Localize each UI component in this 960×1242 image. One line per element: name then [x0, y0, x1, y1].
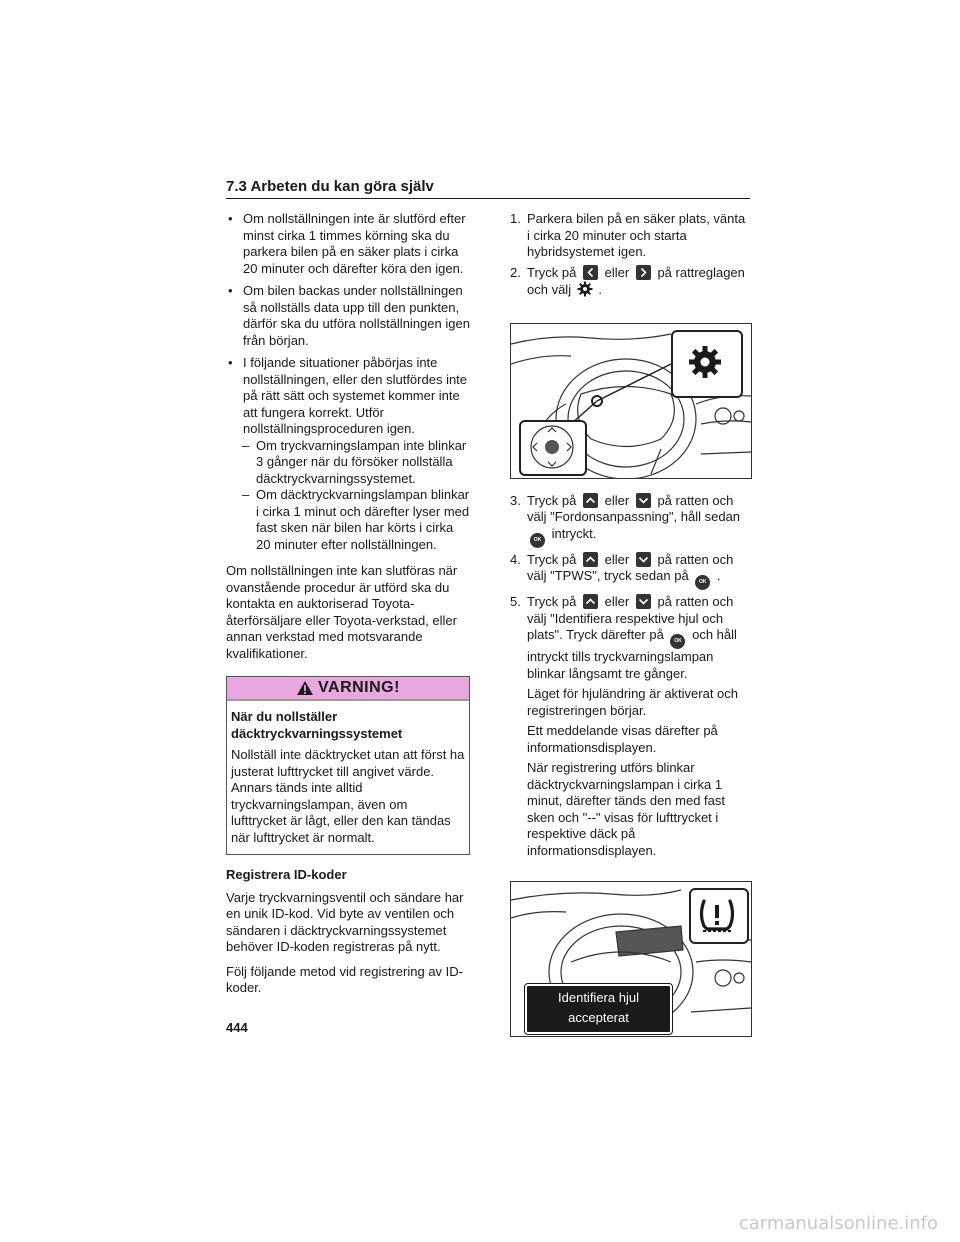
bullet-item: • Om nollställningen inte är slutförd efter minst cirka 1 timmes körning ska du parkera bilen på en säker plats i cirka 20 minuter och därefter köra den igen.: [226, 211, 470, 277]
step-text: eller: [604, 264, 630, 280]
step-number: 3.: [510, 492, 521, 508]
info-display-message: [525, 984, 672, 1034]
warning-title: [227, 677, 469, 701]
step-text: på ratten och välj "Identifiera respektive hjul och plats". Tryck därefter på: [527, 594, 734, 642]
chevron-up-icon: [583, 552, 598, 567]
step-number: 5.: [510, 594, 521, 609]
step-continuation: Ett meddelande visas därefter på informationsdisplayen.: [527, 723, 718, 755]
step-text: och håll intryckt tills tryckvarningslampan blinkar långsamt tre gånger.: [527, 627, 737, 681]
step-text: Tryck på: [527, 551, 577, 567]
step-text: Tryck på: [527, 594, 577, 609]
paragraph: Följ följande metod vid registrering av ID-koder.: [226, 963, 463, 995]
section-header: 7.3 Arbeten du kan göra själv: [226, 178, 750, 199]
chevron-right-icon: [636, 265, 651, 280]
page-number: 444: [226, 1020, 248, 1035]
warning-box: [226, 676, 470, 855]
step-text: eller: [604, 594, 630, 609]
chevron-left-icon: [583, 265, 598, 280]
chevron-down-icon: [636, 493, 651, 508]
paragraph: Om nollställningen inte kan slutföras när ovanstående procedur är utförd ska du kontakta en auktoriserad Toyota-återförsäljare eller Toyota-verkstad, eller annan verkstad med motsvarande kvalifikationer.: [226, 563, 458, 661]
gear-icon: [577, 281, 593, 297]
chevron-down-icon: [636, 552, 651, 567]
step-text: Parkera bilen på en säker plats, vänta i cirka 20 minuter och starta hybridsystemet igen.: [527, 211, 746, 259]
subheading: Registrera ID-koder: [226, 867, 347, 882]
step-3: [510, 493, 750, 548]
step-continuation: När registrering utförs blinkar däcktryckvarningslampan i cirka 1 minut, därefter tänds den med fast sken och "--" visas för lufttrycket i respektive däck på informationsdisplayen.: [527, 760, 725, 858]
warning-body: [227, 701, 469, 854]
step-5: [510, 594, 750, 859]
step-continuation: Läget för hjuländring är aktiverat och registreringen börjar.: [527, 686, 739, 718]
steering-wheel-figure: [510, 323, 752, 479]
ok-button-icon: OK: [530, 533, 545, 548]
step-number: 1.: [510, 211, 521, 226]
step-4: [510, 552, 750, 591]
warning-text: Nollställ inte däcktrycket utan att först ha justerat lufttrycket till angivet värde. Annars tänds inte alltid tryckvarningslampan, även om lufttrycket är lågt, eller den kan tändas när lufttrycket är normalt.: [231, 747, 465, 845]
step-number: 4.: [510, 551, 521, 567]
left-column: [226, 211, 470, 1005]
chevron-up-icon: [583, 594, 598, 609]
step-2: [510, 265, 750, 299]
warning-triangle-icon: [296, 680, 314, 696]
gear-icon: [673, 332, 737, 392]
tire-pressure-warning-icon: [691, 890, 743, 938]
step-text: Tryck på: [527, 264, 577, 280]
tpms-figure: [510, 881, 752, 1037]
right-column: [510, 211, 750, 1037]
message-line: Identifiera hjul: [558, 990, 639, 1005]
step-text: på rattreglagen och välj: [527, 264, 745, 297]
steering-switch-callout: [519, 420, 587, 476]
ok-button-icon: OK: [695, 575, 710, 590]
ok-button-icon: OK: [670, 634, 685, 649]
step-text: Tryck på: [527, 492, 577, 508]
step-text: .: [598, 282, 602, 297]
bullet-item: • Om bilen backas under nollställningen så nollställs data upp till den punkten, därför ska du utföra nollställningen igen från början.: [226, 283, 470, 349]
step-1: [510, 211, 750, 261]
watermark: carmanualsonline.info: [738, 1212, 938, 1234]
message-line: accepterat: [568, 1010, 629, 1025]
chevron-down-icon: [636, 594, 651, 609]
gear-callout: [671, 330, 743, 398]
warning-subtitle: När du nollställer däcktryckvarningssystemet: [231, 709, 403, 741]
dash-item: – Om däcktryckvarningslampan blinkar i cirka 1 minut och därefter lyser med fast sken när bilen har körts i cirka 20 minuter efter nollställningen.: [226, 487, 470, 553]
tpms-callout: [689, 888, 749, 944]
step-number: 2.: [510, 264, 521, 280]
step-text: .: [716, 568, 721, 583]
direction-pad-icon: [521, 422, 583, 472]
step-text: intryckt.: [551, 525, 597, 541]
step-text: eller: [604, 492, 630, 508]
chevron-up-icon: [583, 493, 598, 508]
step-text: på ratten och välj "Fordonsanpassning", håll sedan: [527, 492, 741, 524]
paragraph: Varje tryckvarningsventil och sändare har en unik ID-kod. Vid byte av ventilen och sändaren i däcktryckvarningssystemet behöver ID-koden registreras på nytt.: [226, 889, 464, 954]
dash-item: – Om tryckvarningslampan inte blinkar 3 gånger när du försöker nollställa däcktryckvarningssystemet.: [226, 438, 470, 488]
step-text: eller: [604, 551, 630, 567]
warning-title-text: VARNING!: [318, 678, 400, 696]
bullet-item: • I följande situationer påbörjas inte nollställningen, eller den slutfördes inte på rätt sätt och systemet kommer inte att fungera korrekt. Utför nollställningsproceduren igen.: [226, 355, 470, 438]
step-text: på ratten och välj "TPWS", tryck sedan på: [527, 551, 734, 583]
